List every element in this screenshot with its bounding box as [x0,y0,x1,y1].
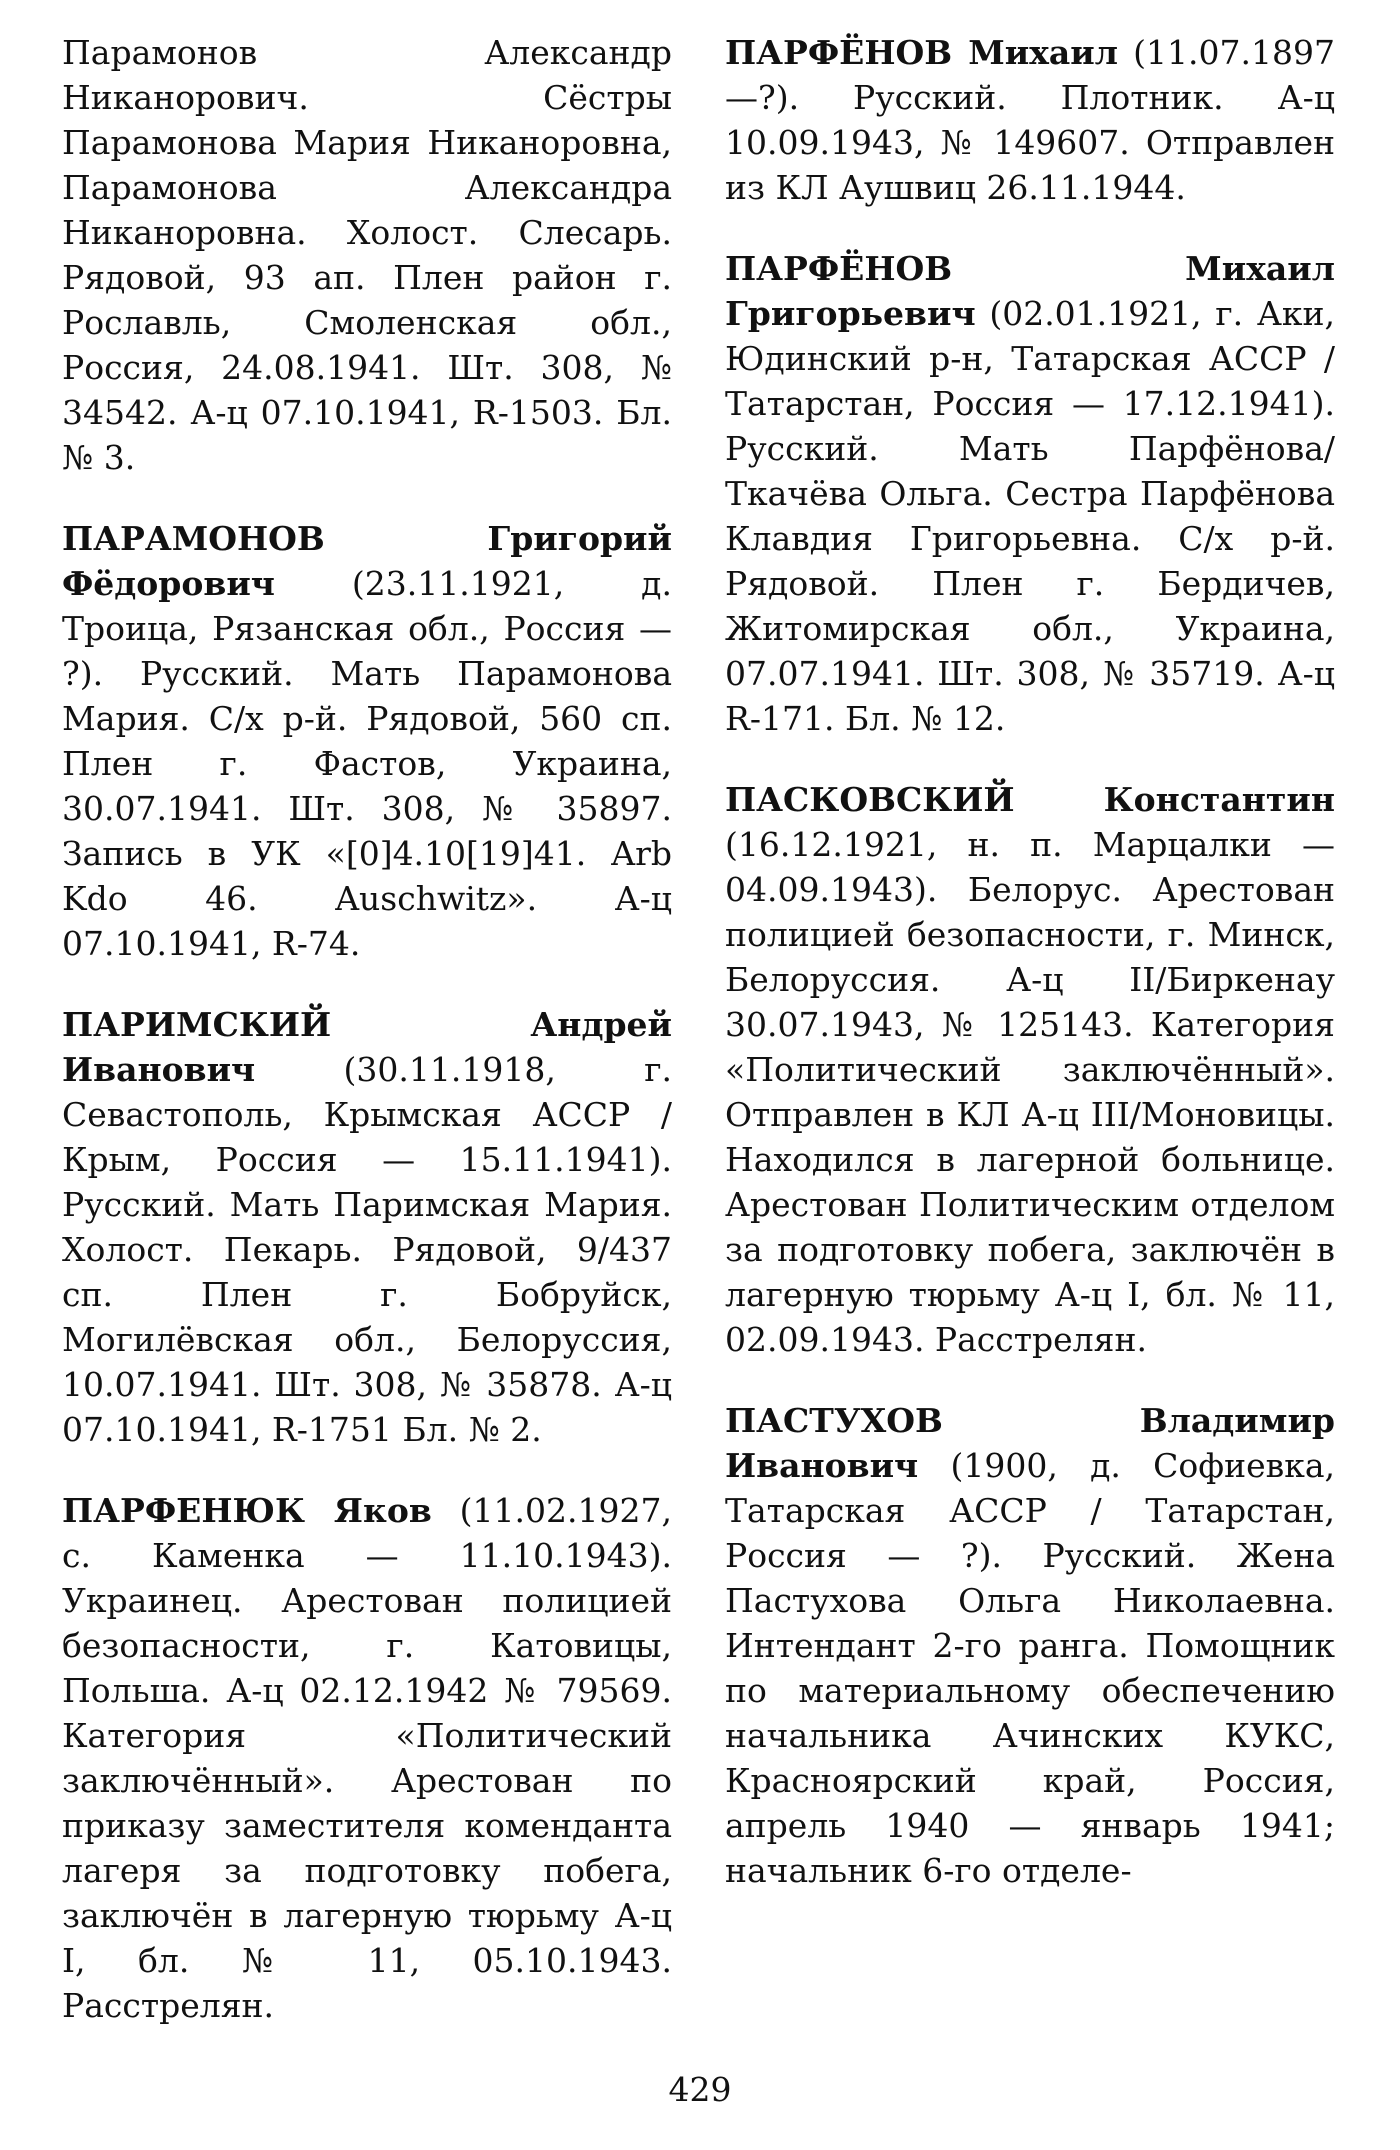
entry-paramonov-aleksandr-continuation [62,30,672,480]
entry-text: (02.01.1921, г. Аки, Юдинский р-н, Татарская АССР / Татарстан, Россия — 17.12.1941). Русский. Мать Парфёнова/Ткачёва Ольга. Сестра Парфёнова Клавдия Григорьевна. С/х р-й. Рядовой. Плен г. Бердичев, Житомирская обл., Украина, 07.07.1941. Шт. 308, № 35719. А-ц R-171. Бл. № 12. [725,294,1335,738]
entry-text: (16.12.1921, н. п. Марцалки — 04.09.1943). Белорус. Арестован полицией безопасности, г. Минск, Белоруссия. А-ц II/Биркенау 30.07.1943, № 125143. Категория «Политический заключённый». Отправлен в КЛ А-ц III/Моновицы. Находился в лагерной больнице. Арестован Политическим отделом за подготовку побега, заключён в лагерную тюрьму А-ц I, бл. № 11, 02.09.1943. Расстрелян. [725,825,1335,1359]
entry-text: (11.07.1897—?). Русский. Плотник. А-ц 10.09.1943, № 149607. Отправлен из КЛ Аушвиц 26.11.1944. [725,33,1335,207]
entry-paramonov-grigoriy [62,516,672,966]
entry-parimskiy-andrey [62,1002,672,1452]
entry-parfenov-mikhail [725,30,1335,210]
entry-name: ПАСТУХОВ Владимир Иванович [725,1401,1335,1485]
entry-text: (1900, д. Софиевка, Татарская АССР / Татарстан, Россия — ?). Русский. Жена Пастухова Ольга Николаевна. Интендант 2-го ранга. Помощник по материальному обеспечению начальника Ачинских КУКС, Красноярский край, Россия, апрель 1940 — январь 1941; начальник 6-го отделе- [725,1446,1335,1890]
entry-text: (11.02.1927, с. Каменка — 11.10.1943). Украинец. Арестован полицией безопасности, г. Катовицы, Польша. А-ц 02.12.1942 № 79569. Категория «Политический заключённый». Арестован по приказу заместителя коменданта лагеря за подготовку побега, заключён в лагерную тюрьму А-ц I, бл. № 11, 05.10.1943. Расстрелян. [62,1491,672,2025]
entry-pastukhov-vladimir [725,1398,1335,1893]
entry-name: ПАРФЁНОВ Михаил [725,33,1119,72]
entry-name: ПАРФЕНЮК Яков [62,1491,432,1530]
entry-text: (30.11.1918, г. Севастополь, Крымская АССР / Крым, Россия — 15.11.1941). Русский. Мать Паримская Мария. Холост. Пекарь. Рядовой, 9/437 сп. Плен г. Бобруйск, Могилёвская обл., Белоруссия, 10.07.1941. Шт. 308, № 35878. А-ц 07.10.1941, R-1751 Бл. № 2. [62,1050,672,1449]
entry-name: ПАРИМСКИЙ Андрей Иванович [62,1005,672,1089]
right-column [725,30,1335,1929]
entry-text: (23.11.1921, д. Троица, Рязанская обл., Россия — ?). Русский. Мать Парамонова Мария. С/х р-й. Рядовой, 560 сп. Плен г. Фастов, Украина, 30.07.1941. Шт. 308, № 35897. Запись в УК «[0]4.10[19]41. Arb Kdo 46. Auschwitz». А-ц 07.10.1941, R-74. [62,564,672,963]
entry-paskovskiy-konstantin [725,777,1335,1362]
entry-name: ПАСКОВСКИЙ Константин [725,780,1335,819]
page-number: 429 [668,2070,732,2109]
entry-text: Парамонов Александр Никанорович. Сёстры Парамонова Мария Никаноровна, Парамонова Александра Никаноровна. Холост. Слесарь. Рядовой, 93 ап. Плен район г. Рославль, Смоленская обл., Россия, 24.08.1941. Шт. 308, № 34542. А-ц 07.10.1941, R-1503. Бл. № 3. [62,33,672,477]
entry-name: ПАРАМОНОВ Григорий Фёдорович [62,519,672,603]
left-column [62,30,672,2064]
entry-parfenyuk-yakov [62,1488,672,2028]
entry-name: ПАРФЁНОВ Михаил Григорьевич [725,249,1335,333]
entry-parfenov-mikhail-grigorievich [725,246,1335,741]
